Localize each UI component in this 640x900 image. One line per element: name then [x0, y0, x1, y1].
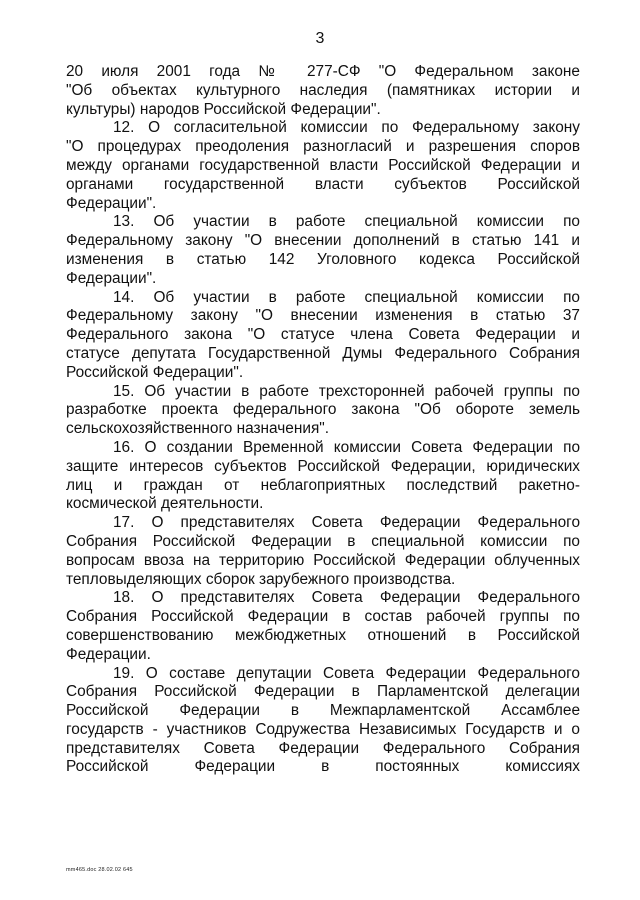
text-line: между органами государственной власти Российской Федерации и	[66, 156, 580, 174]
text-line: Федерации".	[66, 194, 157, 212]
text-line: 18. О представителях Совета Федерации Федерального	[113, 589, 580, 607]
paragraph-p15	[66, 383, 580, 439]
text-line: 17. О представителях Совета Федерации Федерального	[113, 514, 580, 532]
text-line: совершенствованию межбюджетных отношений в Российской	[66, 626, 580, 644]
text-line: "О процедурах преодоления разногласий и разрешения споров	[66, 138, 580, 156]
text-line: Собрания Российской Федерации в специальной комиссии по	[66, 532, 580, 550]
text-line: сельскохозяйственного назначения".	[66, 420, 330, 438]
text-line: 19. О составе депутации Совета Федерации Федерального	[113, 664, 580, 682]
paragraph-p19	[66, 665, 580, 778]
text-line: представителях Совета Федерации Федерального Собрания	[66, 739, 580, 757]
text-line: Российской Федерации в Межпарламентской Ассамблее	[66, 702, 580, 720]
text-line: изменения в статью 142 Уголовного кодекса Российской	[66, 250, 580, 268]
document-footer: mm465.doc 28.02.02 645	[66, 867, 133, 873]
text-line: Собрания Российской Федерации в Парламентской делегации	[66, 683, 580, 701]
paragraph-p14	[66, 289, 580, 383]
paragraph-p11-cont	[66, 63, 580, 119]
paragraph-p13	[66, 213, 580, 288]
text-line: 14. Об участии в работе специальной комиссии по	[113, 288, 580, 306]
text-line: статусе депутата Государственной Думы Федерального Собрания	[66, 344, 580, 362]
text-line: 16. О создании Временной комиссии Совета Федерации по	[113, 438, 580, 456]
text-line: 20 июля 2001 года № 277-СФ "О Федеральном законе	[66, 63, 580, 80]
text-line: 15. Об участии в работе трехсторонней рабочей группы по	[113, 382, 580, 400]
text-line: органами государственной власти субъектов Российской	[66, 175, 580, 193]
text-line: лиц и граждан от неблагоприятных последствий ракетно-	[66, 476, 580, 494]
document-body	[66, 63, 580, 777]
text-line: 12. О согласительной комиссии по Федеральному закону	[113, 119, 580, 137]
text-line: Федерации".	[66, 269, 157, 287]
text-line: защите интересов субъектов Российской Федерации, юридических	[66, 457, 580, 475]
text-line: вопросам ввоза на территорию Российской Федерации облученных	[66, 551, 580, 569]
text-line: культуры) народов Российской Федерации".	[66, 100, 381, 118]
paragraph-p17	[66, 514, 580, 589]
text-line: Российской Федерации".	[66, 363, 244, 381]
page-number: 3	[315, 30, 325, 47]
text-line: государств - участников Содружества Независимых Государств и о	[66, 720, 580, 738]
paragraph-p12	[66, 119, 580, 213]
text-line: Собрания Российской Федерации в состав рабочей группы по	[66, 608, 580, 626]
text-line: Федерального закона "О статусе члена Совета Федерации и	[66, 326, 580, 344]
paragraph-p18	[66, 589, 580, 664]
text-line: Федеральному закону "О внесении дополнений в статью 141 и	[66, 232, 580, 250]
text-line: разработке проекта федерального закона "Об обороте земель	[66, 401, 580, 419]
text-line: космической деятельности.	[66, 495, 264, 513]
paragraph-p16	[66, 439, 580, 514]
text-line: Федерации.	[66, 645, 151, 663]
text-line: тепловыделяющих сборок зарубежного производства.	[66, 570, 456, 588]
text-line: Федеральному закону "О внесении изменения в статью 37	[66, 307, 580, 325]
text-line: "Об объектах культурного наследия (памятниках истории и	[66, 81, 580, 99]
text-line: 13. Об участии в работе специальной комиссии по	[113, 213, 580, 231]
text-line: Российской Федерации в постоянных комиссиях	[66, 758, 580, 776]
